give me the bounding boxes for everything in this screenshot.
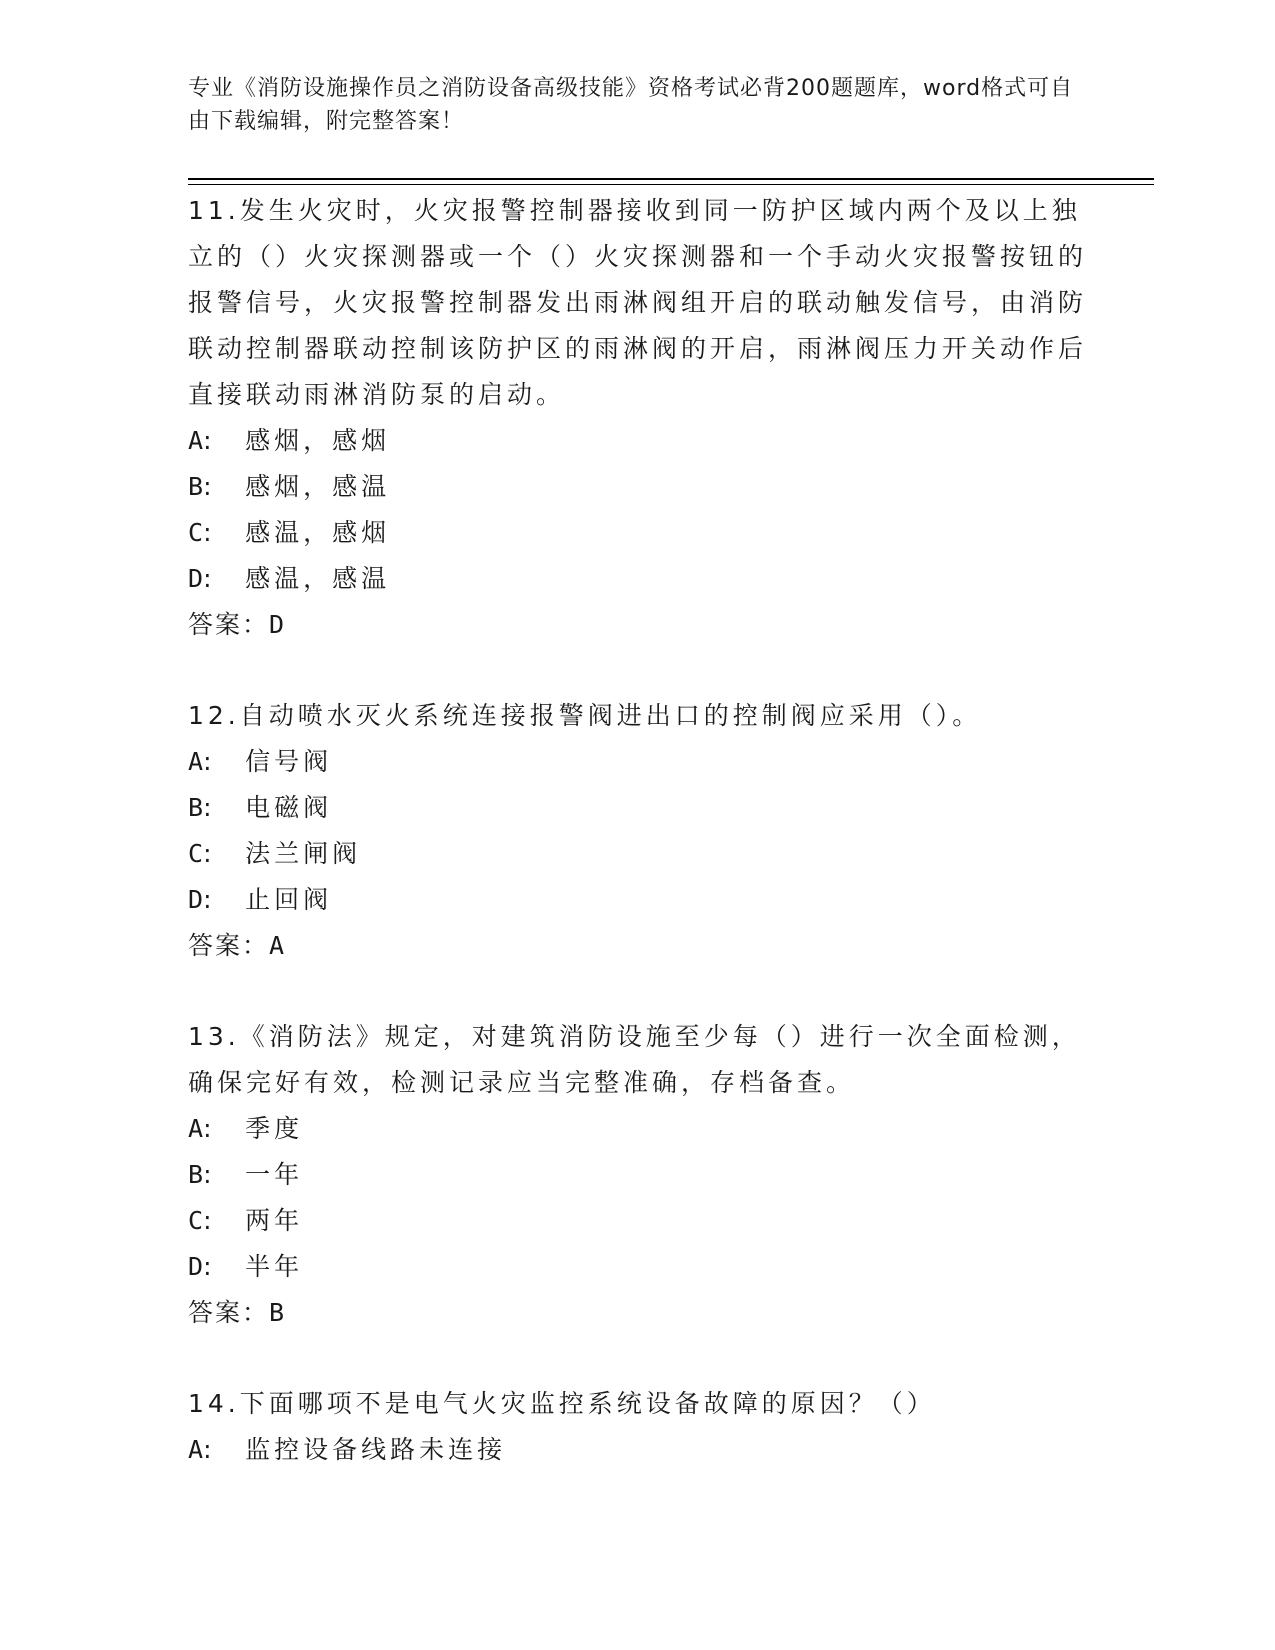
- option-letter: D: [188, 564, 204, 593]
- option-letter: C: [188, 518, 204, 547]
- answer-label: 答案：: [188, 610, 270, 639]
- answer-line: [188, 1290, 1088, 1336]
- option-letter: C: [188, 1206, 204, 1235]
- option-separator: :: [203, 518, 212, 547]
- option-separator: :: [203, 793, 212, 822]
- option-separator: :: [203, 1206, 212, 1235]
- option-letter: A: [188, 747, 204, 776]
- document-header: 专业《消防设施操作员之消防设备高级技能》资格考试必背200题题库，word格式可自由下载编辑，附完整答案！: [188, 76, 1074, 134]
- option-text: 半年: [245, 1252, 304, 1281]
- option-d: [188, 1244, 1088, 1290]
- question-12: [188, 693, 1088, 969]
- option-separator: :: [203, 839, 212, 868]
- option-text: 感烟，感温: [245, 472, 391, 501]
- option-separator: :: [203, 1114, 212, 1143]
- option-letter: A: [188, 426, 204, 455]
- answer-value: D: [269, 610, 287, 639]
- option-d: [188, 556, 1088, 602]
- option-d: [188, 877, 1088, 923]
- option-separator: :: [203, 747, 212, 776]
- option-separator: :: [203, 426, 212, 455]
- answer-label: 答案：: [188, 1298, 270, 1327]
- header-rule-thick: [188, 178, 1154, 180]
- option-text: 法兰闸阀: [245, 839, 362, 868]
- question-text: 14.下面哪项不是电气火灾监控系统设备故障的原因？（）: [188, 1389, 936, 1418]
- question-text: 11.发生火灾时，火灾报警控制器接收到同一防护区域内两个及以上独立的（）火灾探测器或一个（）火灾探测器和一个手动火灾报警按钮的报警信号，火灾报警控制器发出雨淋阀组开启的联动触发信号，由消防联动控制器联动控制该防护区的雨淋阀的开启，雨淋阀压力开关动作后直接联动雨淋消防泵的启动。: [188, 196, 1088, 409]
- option-text: 感烟，感烟: [245, 426, 391, 455]
- option-separator: :: [203, 564, 212, 593]
- option-b: [188, 785, 1088, 831]
- option-a: [188, 739, 1088, 785]
- option-separator: :: [203, 1252, 212, 1281]
- option-separator: :: [203, 1160, 212, 1189]
- option-a: [188, 1427, 1088, 1473]
- option-text: 一年: [245, 1160, 304, 1189]
- answer-line: [188, 602, 1088, 648]
- option-separator: :: [203, 885, 212, 914]
- question-text: 13.《消防法》规定，对建筑消防设施至少每（）进行一次全面检测，确保完好有效，检测记录应当完整准确，存档备查。: [188, 1022, 1081, 1097]
- option-letter: B: [188, 1160, 204, 1189]
- option-c: [188, 831, 1088, 877]
- option-letter: D: [188, 1252, 204, 1281]
- option-c: [188, 1198, 1088, 1244]
- question-14: [188, 1381, 1088, 1473]
- option-text: 感温，感温: [245, 564, 391, 593]
- option-separator: :: [203, 1435, 212, 1464]
- option-letter: A: [188, 1114, 204, 1143]
- answer-value: A: [269, 931, 287, 960]
- question-list: [188, 188, 1088, 1518]
- question-13: [188, 1014, 1088, 1336]
- answer-value: B: [269, 1298, 287, 1327]
- option-b: [188, 464, 1088, 510]
- option-a: [188, 418, 1088, 464]
- option-text: 信号阀: [245, 747, 333, 776]
- option-letter: B: [188, 472, 204, 501]
- option-letter: B: [188, 793, 204, 822]
- option-text: 止回阀: [245, 885, 333, 914]
- question-text: 12.自动喷水灭火系统连接报警阀进出口的控制阀应采用（）。: [188, 701, 982, 730]
- option-a: [188, 1106, 1088, 1152]
- option-text: 感温，感烟: [245, 518, 391, 547]
- option-text: 季度: [245, 1114, 304, 1143]
- option-letter: C: [188, 839, 204, 868]
- option-separator: :: [203, 472, 212, 501]
- question-11: [188, 188, 1088, 648]
- option-text: 电磁阀: [245, 793, 333, 822]
- answer-line: [188, 923, 1088, 969]
- answer-label: 答案：: [188, 931, 270, 960]
- option-b: [188, 1152, 1088, 1198]
- option-text: 两年: [245, 1206, 304, 1235]
- option-letter: A: [188, 1435, 204, 1464]
- option-c: [188, 510, 1088, 556]
- header-rule-thin: [188, 184, 1154, 185]
- option-letter: D: [188, 885, 204, 914]
- option-text: 监控设备线路未连接: [245, 1435, 507, 1464]
